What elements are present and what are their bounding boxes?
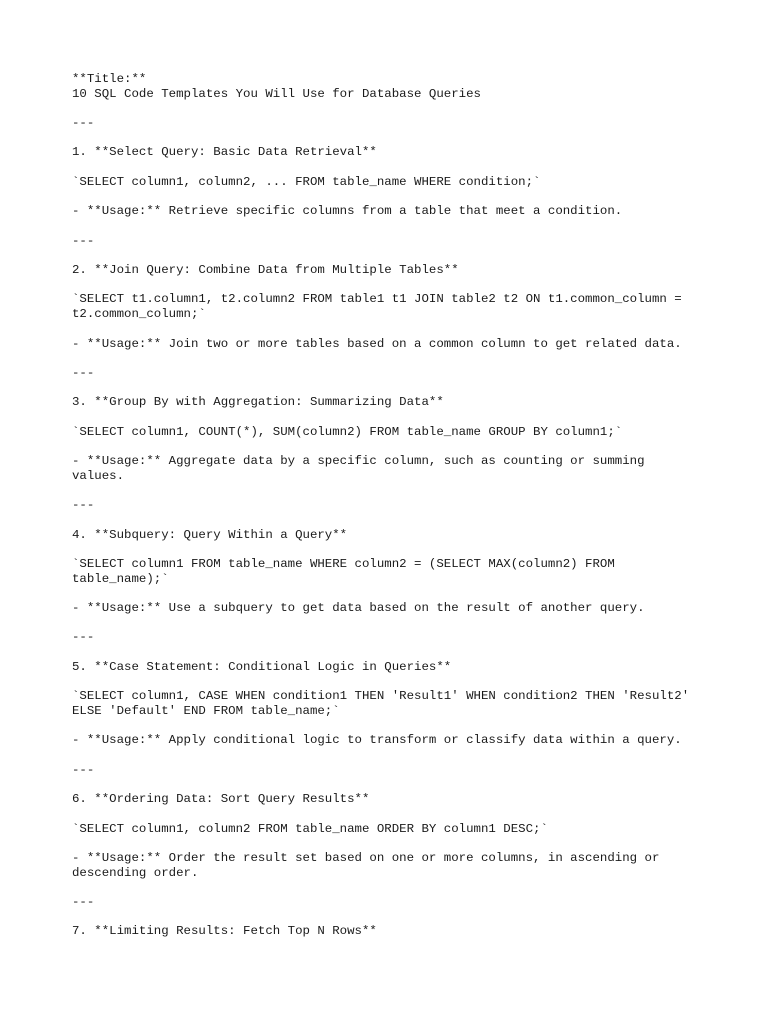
spacer (72, 131, 696, 146)
section-heading: 7. **Limiting Results: Fetch Top N Rows** (72, 924, 377, 939)
spacer (72, 807, 696, 822)
spacer (72, 484, 696, 499)
spacer (72, 542, 696, 557)
usage-note: - **Usage:** Aggregate data by a specific column, such as counting or summing values. (72, 454, 652, 483)
spacer (72, 880, 696, 895)
title-marker: **Title:** (72, 72, 147, 86)
spacer (72, 190, 696, 205)
spacer (72, 101, 696, 116)
spacer (72, 645, 696, 660)
separator: --- (72, 365, 95, 380)
separator: --- (72, 894, 95, 909)
spacer (72, 160, 696, 175)
code-template: `SELECT t1.column1, t2.column2 FROM table1 t1 JOIN table2 t2 ON t1.common_column = t2.common_column;` (72, 292, 690, 322)
spacer (72, 278, 696, 293)
section-heading: 5. **Case Statement: Conditional Logic in Queries** (72, 659, 452, 674)
spacer (72, 381, 696, 396)
section-heading: 2. **Join Query: Combine Data from Multiple Tables** (72, 263, 459, 278)
usage-note: - **Usage:** Apply conditional logic to transform or classify data within a query. (72, 733, 682, 748)
code-template: `SELECT column1, column2 FROM table_name ORDER BY column1 DESC;` (72, 821, 548, 836)
spacer (72, 351, 696, 366)
usage-note: - **Usage:** Order the result set based on one or more columns, in ascending or descending order. (72, 850, 667, 880)
spacer (72, 219, 696, 234)
spacer (72, 248, 696, 263)
spacer (72, 719, 696, 734)
spacer (72, 586, 696, 601)
spacer (72, 748, 696, 763)
separator: --- (72, 116, 95, 131)
spacer (72, 513, 696, 528)
separator: --- (72, 762, 95, 777)
usage-note: - **Usage:** Join two or more tables based on a common column to get related data. (72, 336, 682, 351)
usage-note: - **Usage:** Use a subquery to get data based on the result of another query. (72, 601, 645, 616)
spacer (72, 439, 696, 454)
spacer (72, 910, 696, 925)
section-heading: 6. **Ordering Data: Sort Query Results** (72, 792, 370, 807)
section-heading: 3. **Group By with Aggregation: Summarizing Data** (72, 395, 444, 410)
document-page (72, 72, 696, 939)
document-title: 10 SQL Code Templates You Will Use for Database Queries (72, 86, 481, 101)
spacer (72, 410, 696, 425)
separator: --- (72, 630, 95, 645)
separator: --- (72, 233, 95, 248)
code-template: `SELECT column1, COUNT(*), SUM(column2) FROM table_name GROUP BY column1;` (72, 424, 623, 439)
code-template: `SELECT column1, column2, ... FROM table_name WHERE condition;` (72, 174, 541, 189)
spacer (72, 836, 696, 851)
section-heading: 1. **Select Query: Basic Data Retrieval** (72, 145, 377, 160)
section-heading: 4. **Subquery: Query Within a Query** (72, 527, 348, 542)
code-template: `SELECT column1, CASE WHEN condition1 THEN 'Result1' WHEN condition2 THEN 'Result2' ELSE 'Default' END FROM table_name;` (72, 689, 697, 718)
separator: --- (72, 498, 95, 513)
spacer (72, 675, 696, 690)
code-template: `SELECT column1 FROM table_name WHERE column2 = (SELECT MAX(column2) FROM table_name);` (72, 556, 623, 586)
spacer (72, 616, 696, 631)
spacer (72, 322, 696, 337)
usage-note: - **Usage:** Retrieve specific columns from a table that meet a condition. (72, 204, 623, 219)
spacer (72, 777, 696, 792)
